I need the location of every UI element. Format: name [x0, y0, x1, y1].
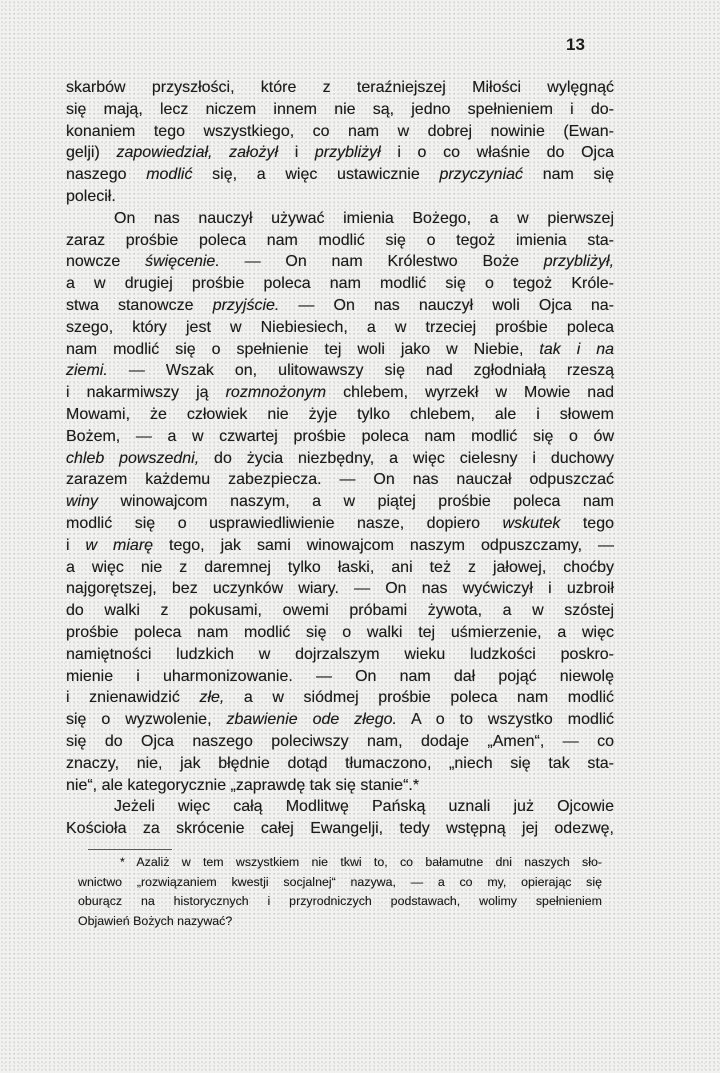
text-run: modlić się o usprawiedliwienie nasze, dopiero	[66, 514, 503, 532]
text-run: wnictwo „rozwiązaniem kwestji socjalnej“ nazywa, — a co my, opierając się	[78, 874, 602, 889]
text-line	[66, 513, 614, 535]
text-line	[66, 164, 614, 186]
text-run: polecił.	[66, 187, 116, 205]
text-line	[66, 208, 614, 230]
text-run: stwa stanowcze	[66, 296, 213, 314]
text-run: szego, który jest w Niebiesiech, a w trzeciej prośbie poleca	[66, 318, 614, 336]
text-run: się do Ojca naszego poleciwszy nam, dodaje „Amen“, — co	[66, 732, 614, 750]
text-run: nam modlić się o spełnienie tej woli jako w Niebie,	[66, 340, 540, 358]
text-run: Objawień Bożych nazywać?	[78, 913, 233, 928]
text-run: najgorętszej, bez uczynków wiary. — On nas wyćwiczył i uzbroił	[66, 580, 614, 598]
text-line	[66, 818, 614, 840]
text-run: namiętności ludzkich w dojrzalszym wieku ludzkości poskro-	[66, 645, 614, 663]
emphasis-text: przybliżył,	[543, 253, 615, 271]
text-run: zarazem każdemu zabezpiecza. — On nas nauczał odpuszczać	[66, 471, 614, 489]
emphasis-text: przybliżył	[314, 144, 381, 162]
text-run: się, a więc ustawicznie	[192, 166, 440, 184]
text-line	[66, 557, 614, 579]
footnote-separator	[88, 849, 172, 850]
text-line	[66, 709, 614, 731]
text-line	[66, 491, 614, 513]
main-text	[66, 77, 614, 840]
text-line	[66, 600, 614, 622]
text-line	[78, 912, 602, 932]
text-run: Bożem, — a w czwartej prośbie poleca nam modlić się o ów	[66, 427, 614, 445]
text-run: skarbów przyszłości, które z teraźniejszej Miłości wylęgnąć	[66, 79, 614, 96]
text-line	[66, 775, 614, 797]
text-run: — Wszak on, ulitowawszy się nad zgłodniałą rzeszą	[107, 362, 614, 380]
text-line	[66, 273, 614, 295]
text-run: Mowami, że człowiek nie żyje tylko chlebem, ale i słowem	[66, 405, 614, 423]
text-run: A o to wszystko modlić	[396, 711, 615, 729]
text-line	[66, 687, 614, 709]
emphasis-text: tak i na	[539, 340, 614, 358]
emphasis-text: święcenie.	[145, 253, 220, 271]
text-run: a w drugiej prośbie poleca nam modlić się o tegoż Króle-	[66, 275, 614, 293]
text-run: i nakarmiwszy ją	[66, 384, 226, 402]
text-run: i	[66, 536, 86, 554]
emphasis-text: rozmnożonym	[225, 384, 327, 402]
text-line	[66, 644, 614, 666]
text-line	[78, 873, 602, 893]
text-line	[66, 339, 614, 361]
text-line	[66, 317, 614, 339]
text-run: gelji)	[66, 144, 117, 162]
text-run: do walki z pokusami, owemi próbami żywota, a w szóstej	[66, 602, 614, 620]
text-line	[66, 295, 614, 317]
emphasis-text: winy	[66, 493, 99, 511]
text-line	[78, 853, 602, 873]
text-line	[78, 892, 602, 912]
emphasis-text: w miarę	[85, 536, 154, 554]
text-run: naszego	[66, 166, 147, 184]
text-line	[66, 753, 614, 775]
text-line	[66, 535, 614, 557]
text-run: do życia niezbędny, a więc cielesny i duchowy	[199, 449, 614, 467]
text-line	[66, 142, 614, 164]
emphasis-text: zapowiedział, założył	[116, 144, 279, 162]
text-run: a w siódmej prośbie poleca nam modlić	[224, 689, 615, 707]
emphasis-text: złe,	[199, 689, 225, 707]
text-run: Jeżeli więc całą Modlitwę Pańską uznali już Ojcowie	[114, 798, 614, 816]
emphasis-text: przyczyniać	[439, 166, 524, 184]
emphasis-text: przyjście.	[212, 296, 280, 314]
text-line	[66, 382, 614, 404]
text-run: mienie i uharmonizowanie. — On nam dał pojąć niewolę	[66, 667, 614, 685]
text-run: się o wyzwolenie,	[66, 711, 227, 729]
text-run: nie“, ale kategorycznie „zaprawdę tak się stanie“.*	[66, 776, 420, 794]
text-line	[66, 731, 614, 753]
emphasis-text: wskutek	[502, 514, 561, 532]
text-run: znaczy, nie, jak błędnie dotąd tłumaczono, „niech się tak sta-	[66, 754, 614, 772]
text-run: tego	[560, 514, 614, 532]
text-line	[66, 448, 614, 470]
text-run: prośbie poleca nam modlić się o walki tej uśmierzenie, a więc	[66, 623, 614, 641]
text-run: i o co właśnie do Ojca	[380, 144, 614, 162]
text-run: nowcze	[66, 253, 146, 271]
emphasis-text: chleb powszedni,	[66, 449, 200, 467]
text-run: Kościoła za skrócenie całej Ewangelji, tedy wstępną jej odezwę,	[66, 820, 614, 838]
text-run: i znienawidzić	[66, 689, 200, 707]
text-line	[66, 578, 614, 600]
emphasis-text: zbawienie ode złego.	[226, 711, 397, 729]
text-line	[66, 796, 614, 818]
text-line	[66, 469, 614, 491]
text-line	[66, 186, 614, 208]
text-run: — On nam Królestwo Boże	[219, 253, 544, 271]
text-run: winowajcom naszym, a w piątej prośbie poleca nam	[98, 493, 614, 511]
text-run: zaraz prośbie poleca nam modlić się o tegoż imienia sta-	[66, 231, 614, 249]
text-line	[66, 77, 614, 99]
text-line	[66, 251, 614, 273]
text-line	[66, 622, 614, 644]
text-line	[66, 426, 614, 448]
text-line	[66, 121, 614, 143]
text-run: się mają, lecz niczem innem nie są, jedno spełnieniem i do-	[66, 100, 614, 118]
text-run: nam się	[523, 166, 615, 184]
page-number: 13	[566, 35, 585, 54]
text-run: * Azaliż w tem wszystkiem nie tkwi to, co bałamutne dni naszych sło-	[120, 855, 602, 869]
text-line	[66, 230, 614, 252]
text-run: i	[278, 144, 315, 162]
text-run: tego, jak sami winowajcom naszym odpuszczamy, —	[153, 536, 615, 554]
emphasis-text: ziemi.	[66, 362, 108, 380]
emphasis-text: modlić	[146, 166, 193, 184]
text-line	[66, 99, 614, 121]
text-line	[66, 666, 614, 688]
text-line	[66, 404, 614, 426]
text-run: oburącz na historycznych i przyrodniczych podstawach, wolimy spełnieniem	[78, 894, 602, 908]
text-run: konaniem tego wszystkiego, co nam w dobrej nowinie (Ewan-	[66, 122, 614, 140]
footnote	[78, 853, 602, 931]
text-run: chlebem, wyrzekł w Mowie nad	[326, 384, 615, 402]
text-run: — On nas nauczył woli Ojca na-	[279, 296, 615, 314]
text-run: a więc nie z daremnej tylko łaski, ani też z jałowej, choćby	[66, 558, 614, 576]
text-run: On nas nauczył używać imienia Bożego, a w pierwszej	[114, 209, 614, 227]
text-line	[66, 360, 614, 382]
